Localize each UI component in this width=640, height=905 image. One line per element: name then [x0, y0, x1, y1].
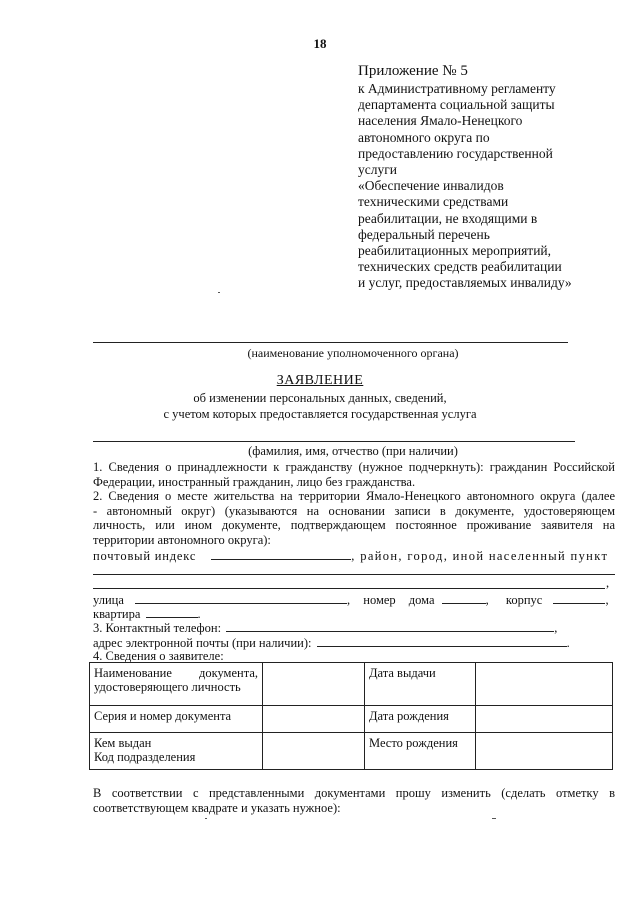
applicant-info-table — [89, 662, 613, 770]
table-label-cell: Место рождения — [365, 733, 476, 770]
postal-index-field[interactable] — [211, 548, 351, 560]
table-label-cell — [90, 733, 263, 770]
scan-speck — [218, 292, 220, 293]
house-label: , номер дома — [347, 593, 435, 607]
appendix-line: и услуг, предоставляемых инвалиду» — [358, 275, 572, 291]
period-mark: . — [566, 636, 570, 650]
appendix-line: департамента социальной защиты — [358, 97, 555, 113]
apartment-label: квартира — [93, 607, 141, 621]
locality-field[interactable] — [93, 574, 615, 575]
email-label: адрес электронной почты (при наличии): — [93, 636, 312, 650]
subtitle-line: об изменении персональных данных, сведений, — [193, 391, 447, 405]
appendix-line: техническими средствами — [358, 194, 509, 210]
street-label: улица — [93, 593, 124, 607]
table-value-cell[interactable] — [476, 663, 613, 706]
phone-field[interactable] — [226, 620, 554, 632]
table-label-cell: Дата рождения — [365, 706, 476, 733]
section2-line: 2. Сведения о месте жительства на территории Ямало-Ненецкого автономного округа (далее — [93, 489, 615, 504]
table-value-cell[interactable] — [263, 663, 365, 706]
scan-speck — [205, 818, 207, 819]
closing-line: В соответствии с представленными документами прошу изменить (сделать отметку в — [93, 786, 615, 800]
section1-line: 1. Сведения о принадлежности к гражданству (нужное подчеркнуть): гражданин Российской — [93, 460, 615, 474]
table-value-cell[interactable] — [263, 706, 365, 733]
table-row — [90, 663, 613, 706]
appendix-line: технических средств реабилитации — [358, 259, 562, 275]
section1-line: Федерации, иностранный гражданин, лицо без гражданства. — [93, 474, 416, 489]
table-value-cell[interactable] — [476, 706, 613, 733]
fio-caption: (фамилия, имя, отчество (при наличии) — [248, 444, 458, 458]
phone-label: 3. Контактный телефон: — [93, 621, 222, 635]
comma-mark: , — [605, 593, 609, 607]
apartment-field[interactable] — [146, 606, 198, 618]
citizenship-section — [93, 460, 615, 548]
appendix-line: реабилитационных мероприятий, — [358, 243, 552, 259]
table-label-cell: Серия и номер документа — [90, 706, 263, 733]
authority-caption: (наименование уполномоченного органа) — [247, 346, 459, 360]
appendix-line: населения Ямало-Ненецкого — [358, 113, 523, 129]
appendix-line: «Обеспечение инвалидов — [358, 178, 504, 194]
document-subtitle — [0, 390, 640, 422]
appendix-line: федеральный перечень — [358, 226, 490, 242]
closing-line: соответствующем квадрате и указать нужное): — [93, 800, 341, 815]
table-value-cell[interactable] — [263, 733, 365, 770]
building-label: , корпус — [485, 593, 543, 607]
appendix-line: услуги — [358, 162, 397, 178]
section4-title: 4. Сведения о заявителе: — [93, 649, 224, 663]
appendix-block — [358, 62, 628, 292]
appendix-heading: Приложение № 5 — [358, 63, 468, 79]
comma-mark: , — [554, 621, 558, 635]
appendix-line: автономного округа по — [358, 129, 490, 145]
locality-field-2[interactable] — [93, 588, 605, 589]
phone-row — [93, 620, 557, 636]
building-field[interactable] — [553, 592, 605, 604]
section2-line: личность, или ином документе, подтверждающем постоянное проживание заявителя на — [93, 518, 615, 533]
scan-speck — [492, 818, 496, 819]
section2-line: территории автономного округа): — [93, 532, 271, 547]
subtitle-line: с учетом которых предоставляется государственная услуга — [163, 407, 477, 421]
street-field[interactable] — [135, 592, 347, 604]
division-code-label: Код подразделения — [94, 750, 196, 764]
table-row — [90, 733, 613, 770]
table-value-cell[interactable] — [476, 733, 613, 770]
table-label-cell: Дата выдачи — [365, 663, 476, 706]
section2-line: - автономный округ) (указываются на основании записи в документе, удостоверяющем — [93, 503, 615, 518]
page-number: 18 — [313, 36, 327, 51]
document-title: ЗАЯВЛЕНИЕ — [276, 373, 364, 388]
appendix-line: к Административному регламенту — [358, 81, 556, 96]
table-label-cell: Наименование документа, удостоверяющего личность — [90, 663, 263, 706]
period-mark: . — [197, 607, 201, 621]
authority-name-field[interactable] — [93, 342, 568, 343]
issued-by-label: Кем выдан — [94, 736, 152, 750]
table-row — [90, 706, 613, 733]
closing-paragraph — [93, 786, 615, 815]
postal-index-label: почтовый индекс — [93, 549, 197, 563]
email-field[interactable] — [317, 635, 567, 647]
appendix-line: реабилитации, не входящими в — [358, 210, 538, 226]
address-row-index — [93, 548, 615, 564]
comma-mark: , — [606, 576, 610, 590]
house-field[interactable] — [442, 592, 486, 604]
fio-field[interactable] — [93, 441, 575, 442]
appendix-line: предоставлению государственной — [358, 145, 553, 161]
locality-label: , район, город, иной населенный пункт — [351, 549, 609, 563]
